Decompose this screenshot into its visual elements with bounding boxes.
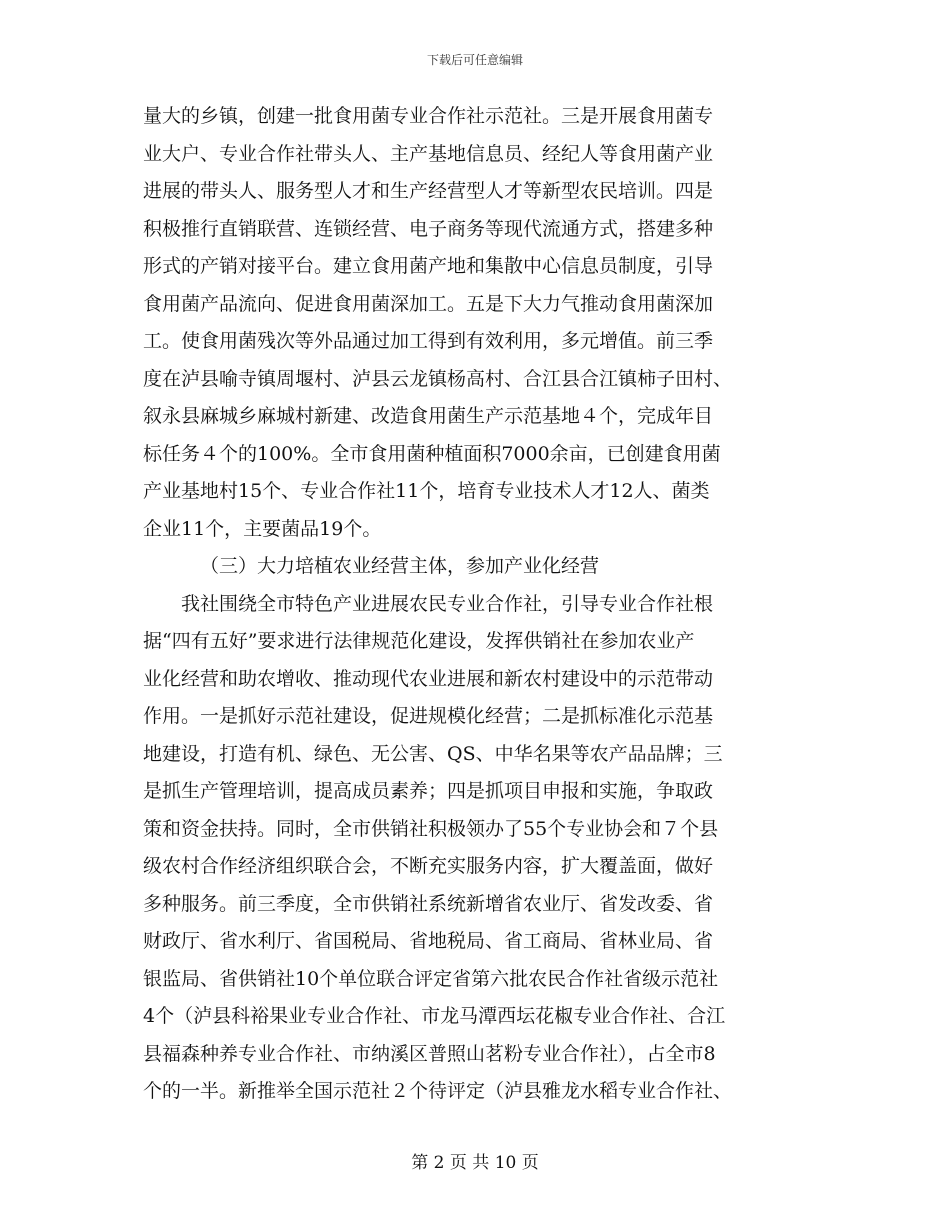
text-line: 银监局、省供销社10个单位联合评定省第六批农民合作社省级示范社 xyxy=(143,967,719,990)
text-line: 作用。一是抓好示范社建设，促进规模化经营；二是抓标准化示范基 xyxy=(143,705,714,727)
text-line: 我社围绕全市特色产业进展农民专业合作社，引导专业合作社根 xyxy=(181,592,714,615)
text-line: 据“四有五好”要求进行法律规范化建设，发挥供销社在参加农业产 xyxy=(143,630,695,652)
text-line: 积极推行直销联营、连锁经营、电子商务等现代流通方式，搭建多种 xyxy=(143,217,714,240)
text-line: 级农村合作经济组织联合会，不断充实服务内容，扩大覆盖面，做好 xyxy=(143,855,714,877)
text-line: 4个（泸县科裕果业专业合作社、市龙马潭西坛花椒专业合作社、合江 xyxy=(143,1005,726,1027)
text-line: 产业基地村15个、专业合作社11个，培育专业技术人才12人、菌类 xyxy=(143,480,710,502)
text-line: 叙永县麻城乡麻城村新建、改造食用菌生产示范基地４个，完成年目 xyxy=(143,405,714,427)
text-line: 企业11个，主要菌品19个。 xyxy=(143,517,382,540)
page-footer: 第 2 页 共 10 页 xyxy=(411,1153,539,1173)
text-line: 量大的乡镇，创建一批食用菌专业合作社示范社。三是开展食用菌专 xyxy=(143,105,714,127)
text-line: 工。使食用菌残次等外品通过加工得到有效利用，多元增值。前三季 xyxy=(143,330,714,352)
text-line: 策和资金扶持。同时，全市供销社积极领办了55个专业协会和７个县 xyxy=(143,817,719,840)
text-line: 形式的产销对接平台。建立食用菌产地和集散中心信息员制度，引导 xyxy=(143,255,714,277)
page-header: 下载后可任意编辑 xyxy=(426,53,523,67)
text-line: 业大户、专业合作社带头人、主产基地信息员、经纪人等食用菌产业 xyxy=(143,142,714,165)
text-line: 业化经营和助农增收、推动现代农业进展和新农村建设中的示范带动 xyxy=(143,667,714,690)
text-line: 财政厅、省水利厅、省国税局、省地税局、省工商局、省林业局、省 xyxy=(143,930,714,952)
text-line: 县福森种养专业合作社、市纳溪区普照山茗粉专业合作社），占全市8 xyxy=(143,1042,716,1065)
text-line: 度在泸县喻寺镇周堰村、泸县云龙镇杨高村、合江县合江镇柿子田村、 xyxy=(143,367,733,390)
section-heading: （三）大力培植农业经营主体，参加产业化经营 xyxy=(200,555,600,577)
text-line: 进展的带头人、服务型人才和生产经营型人才等新型农民培训。四是 xyxy=(143,180,714,202)
text-line: 地建设，打造有机、绿色、无公害、QS、中华名果等农产品品牌；三 xyxy=(143,742,723,765)
text-line: 是抓生产管理培训，提高成员素养；四是抓项目申报和实施，争取政 xyxy=(143,780,714,802)
text-line: 多种服务。前三季度，全市供销社系统新增省农业厅、省发改委、省 xyxy=(143,892,714,915)
text-line: 个的一半。新推举全国示范社２个待评定（泸县雅龙水稻专业合作社、 xyxy=(143,1080,733,1102)
text-line: 标任务４个的100%。全市食用菌种植面积7000余亩，已创建食用菌 xyxy=(143,442,721,465)
text-line: 食用菌产品流向、促进食用菌深加工。五是下大力气推动食用菌深加 xyxy=(143,292,714,315)
document-body xyxy=(143,98,808,1111)
